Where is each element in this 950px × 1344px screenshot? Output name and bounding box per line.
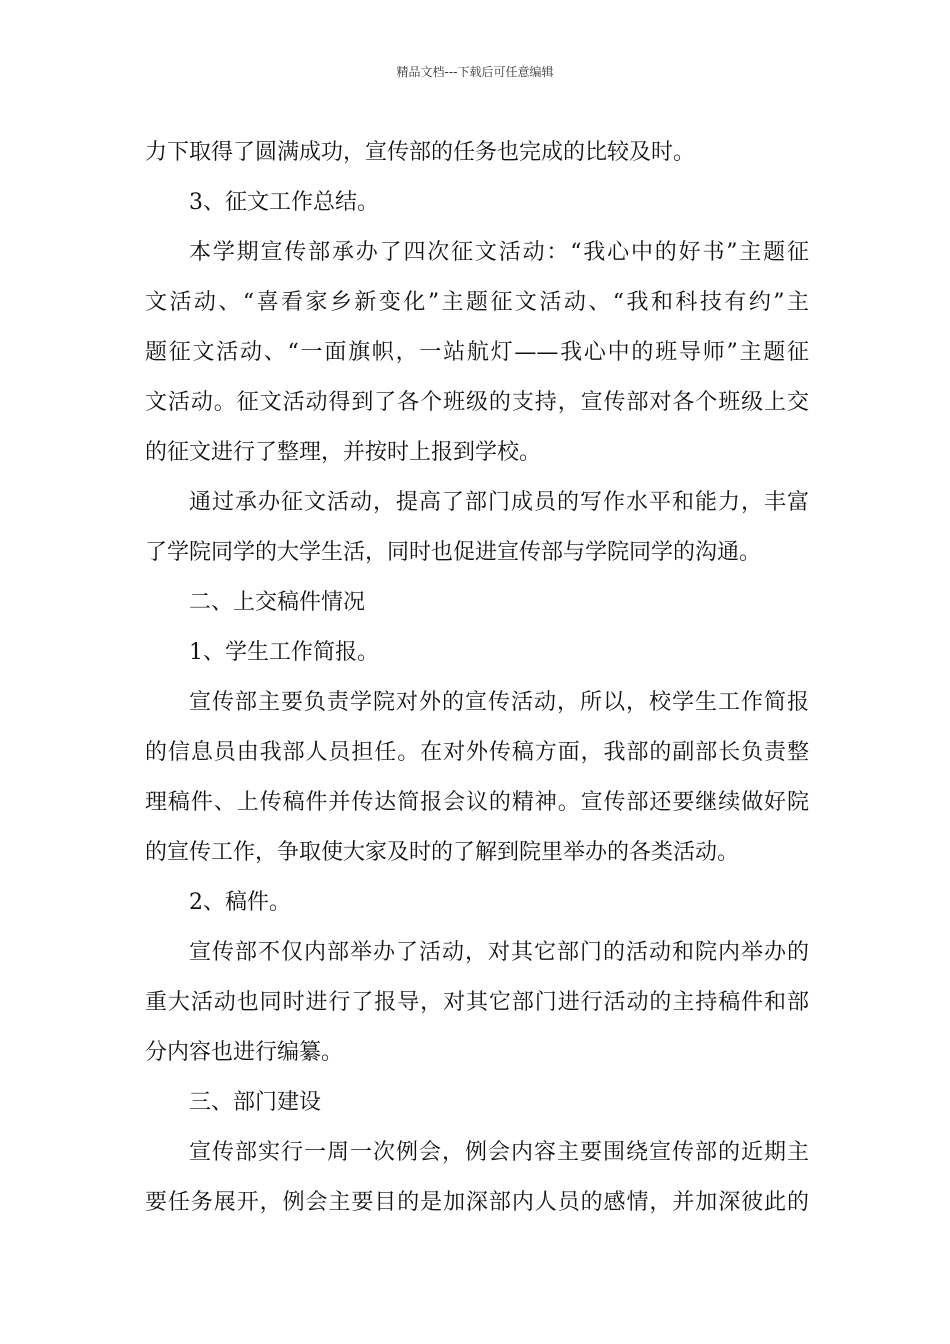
section-heading: 1、学生工作简报。 (189, 640, 379, 665)
paragraph-line: 重大活动也同时进行了报导，对其它部门进行活动的主持稿件和部 (145, 990, 809, 1015)
paragraph-line: 分内容也进行编纂。 (145, 1040, 344, 1065)
section-heading: 二、上交稿件情况 (189, 590, 366, 615)
paragraph-line: 题征文活动、“一面旗帜，一站航灯——我心中的班导师”主题征 (145, 340, 809, 365)
section-heading: 三、部门建设 (189, 1090, 322, 1115)
paragraph-line: 要任务展开，例会主要目的是加深部内人员的感情，并加深彼此的 (145, 1190, 809, 1215)
paragraph-line: 力下取得了圆满成功，宣传部的任务也完成的比较及时。 (145, 140, 696, 165)
paragraph-line: 文活动。征文活动得到了各个班级的支持，宣传部对各个班级上交 (145, 390, 809, 415)
paragraph-line: 宣传部主要负责学院对外的宣传活动，所以，校学生工作简报 (189, 690, 809, 715)
paragraph-line: 通过承办征文活动，提高了部门成员的写作水平和能力，丰富 (189, 490, 809, 515)
paragraph-line: 的信息员由我部人员担任。在对外传稿方面，我部的副部长负责整 (145, 740, 809, 765)
page-header: 精品文档---下载后可任意编辑 (396, 65, 554, 79)
paragraph-line: 了学院同学的大学生活，同时也促进宣传部与学院同学的沟通。 (145, 540, 762, 565)
paragraph-line: 理稿件、上传稿件并传达简报会议的精神。宣传部还要继续做好院 (145, 790, 809, 815)
section-heading: 3、征文工作总结。 (189, 190, 379, 215)
paragraph-line: 宣传部不仅内部举办了活动，对其它部门的活动和院内举办的 (189, 940, 809, 965)
paragraph-line: 宣传部实行一周一次例会，例会内容主要围绕宣传部的近期主 (189, 1140, 809, 1165)
paragraph-line: 本学期宣传部承办了四次征文活动：“我心中的好书”主题征 (189, 240, 809, 265)
paragraph-line: 文活动、“喜看家乡新变化”主题征文活动、“我和科技有约”主 (145, 290, 809, 315)
paragraph-line: 的宣传工作，争取使大家及时的了解到院里举办的各类活动。 (145, 840, 740, 865)
section-heading: 2、稿件。 (189, 890, 291, 915)
paragraph-line: 的征文进行了整理，并按时上报到学校。 (145, 440, 542, 465)
document-body (145, 128, 809, 1228)
